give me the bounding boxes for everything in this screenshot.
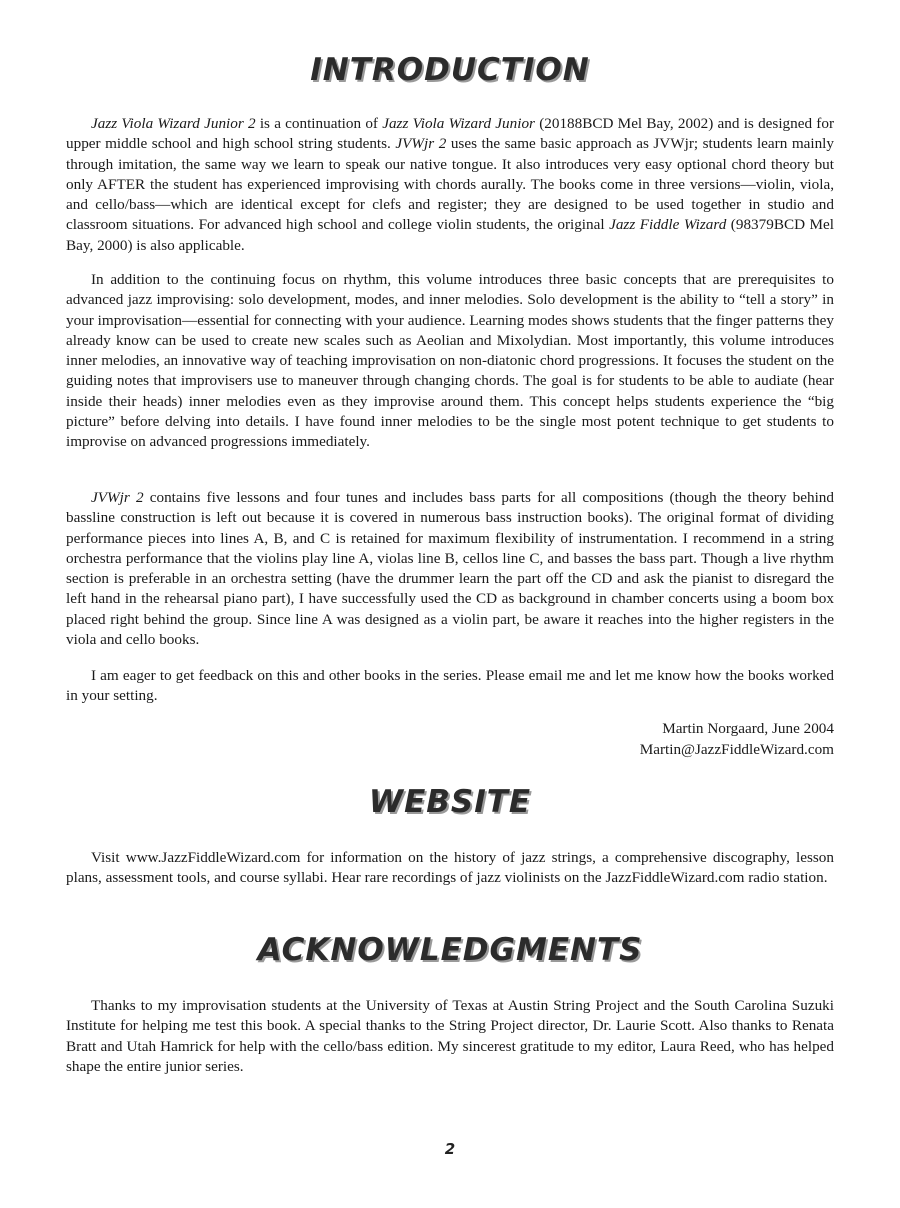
acknowledgments-paragraph: [66, 996, 834, 1077]
intro-paragraph-4: [66, 666, 834, 707]
intro-paragraph-2-text: In addition to the continuing focus on rhythm, this volume introduces three basic concepts that are prerequisites to advanced jazz improvising: solo development, modes, and inner melodies. Solo development is the ability to “tell a story” in your improvisation—essential for connecting with your audience. Learning modes shows students that the finger patterns they already know can be used to create new scales such as Aeolian and Mixolydian. Most importantly, this volume introduces inner melodies, an innovative way of teaching improvisation on non-diatonic chord progressions. It focuses the student on the guiding notes that improvisers use to maneuver through changing chords. The goal is for students to be able to audiate (hear inside their heads) inner melodies even as they improvise around them. This concept helps students experience the “big picture” before delving into details. I have found inner melodies to be the single most potent technique to get students to improvise on advanced progressions immediately.: [66, 271, 834, 451]
intro-paragraph-3-text: JVWjr 2 contains five lessons and four tunes and includes bass parts for all compositions (though the theory behind bassline construction is left out because it is covered in numerous bass instruction books). The original format of dividing performance pieces into lines A, B, and C is retained for maximum flexibility of instrumentation. I recommend in a string orchestra performance that the violins play line A, violas line B, cellos line C, and basses the bass part. Though a live rhythm section is preferable in an orchestra setting (have the drummer learn the part off the CD and ask the pianist to disregard the left hand in the rehearsal piano part), I have successfully used the CD as background in chamber concerts using a boom box placed right behind the group. Since line A was designed as a violin part, be aware it reaches into the higher registers in the viola and cello books.: [66, 489, 834, 649]
intro-paragraph-1: [66, 114, 834, 256]
acknowledgments-paragraph-text: Thanks to my improvisation students at the University of Texas at Austin String Project and the South Carolina Suzuki Institute for helping me test this book. A special thanks to the String Project director, Dr. Laurie Scott. Also thanks to Renata Bratt and Utah Hamrick for help with the cello/bass edition. My sincerest gratitude to my editor, Laura Reed, who has helped shape the entire junior series.: [66, 997, 834, 1075]
intro-paragraph-1-text: Jazz Viola Wizard Junior 2 is a continuation of Jazz Viola Wizard Junior (20188BCD Mel Bay, 2002) and is designed for upper middle school and high school string students. JVWjr 2 uses the same basic approach as JVWjr; students learn mainly through imitation, the same way we learn to speak our native tongue. It also introduces very easy optional chord theory but only AFTER the student has experienced improvising with chords aurally. The books come in three versions—violin, viola, and cello/bass—which are identical except for clefs and register; they are designed to be used together in studio and classroom situations. For advanced high school and college violin students, the original Jazz Fiddle Wizard (98379BCD Mel Bay, 2000) is also applicable.: [66, 115, 835, 254]
signature-name: Martin Norgaard, June 2004: [662, 720, 834, 737]
acknowledgments-heading: ACKNOWLEDGMENTS: [257, 932, 643, 968]
intro-paragraph-3: [66, 488, 834, 650]
intro-paragraph-4-text: I am eager to get feedback on this and other books in the series. Please email me and let me know how the books worked in your setting.: [66, 667, 834, 705]
signature-email: Martin@JazzFiddleWizard.com: [639, 741, 834, 758]
website-paragraph: [66, 848, 834, 889]
signature: [640, 718, 834, 760]
website-paragraph-text: Visit www.JazzFiddleWizard.com for information on the history of jazz strings, a comprehensive discography, lesson plans, assessment tools, and course syllabi. Hear rare recordings of jazz violinists on the JazzFiddleWizard.com radio station.: [66, 849, 834, 887]
website-heading: WEBSITE: [368, 784, 532, 820]
page-number: 2: [444, 1140, 456, 1158]
introduction-heading: INTRODUCTION: [310, 52, 590, 88]
intro-paragraph-2: [66, 270, 834, 453]
